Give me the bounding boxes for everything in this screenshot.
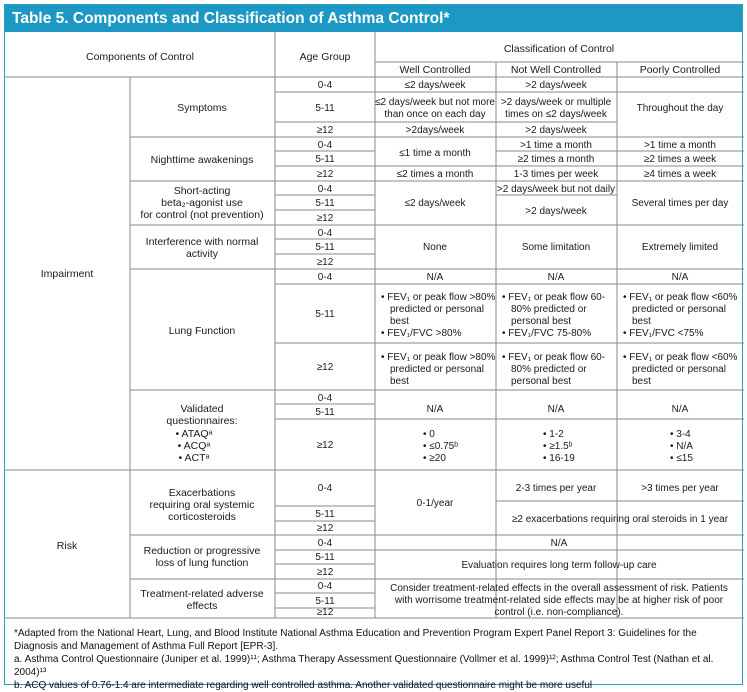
cell-text: ≥2 exacerbations requiring oral steroids in 1 year bbox=[511, 514, 729, 525]
cell-text: >1 time a month bbox=[520, 140, 592, 151]
label-questionnaires-acq: • ACQᵃ bbox=[177, 440, 211, 452]
cell-text: • FEV₁ or peak flow <60% bbox=[623, 292, 738, 303]
label-nighttime: Nighttime awakenings bbox=[150, 154, 254, 166]
cell-text: ≤2 days/week bbox=[404, 198, 466, 209]
age-04: 0-4 bbox=[317, 538, 333, 549]
saba-cells bbox=[404, 184, 728, 217]
cell-text: • ≤15 bbox=[670, 453, 693, 464]
cell-text: N/A bbox=[426, 272, 444, 283]
label-adverse-2: effects bbox=[186, 600, 218, 612]
header-well-controlled: Well Controlled bbox=[399, 64, 471, 76]
cell-text: • FEV₁ or peak flow <60% bbox=[623, 352, 738, 363]
cell-text: • FEV₁/FVC >80% bbox=[381, 328, 462, 339]
cell-text: N/A bbox=[547, 272, 565, 283]
cell-text: • FEV₁ or peak flow 60- bbox=[502, 292, 606, 303]
cell-text: >2 days/week or multiple bbox=[500, 97, 612, 108]
age-12: ≥12 bbox=[316, 523, 334, 534]
header-poorly-controlled: Poorly Controlled bbox=[639, 64, 721, 76]
age-12: ≥12 bbox=[316, 213, 334, 224]
cell-text: control (i.e. non-compliance). bbox=[494, 607, 624, 618]
cell-text: • FEV₁ or peak flow >80% bbox=[381, 292, 496, 303]
cell-text: >2 days/week bbox=[525, 80, 587, 91]
age-04: 0-4 bbox=[317, 272, 333, 283]
cell-text: ≥4 times a week bbox=[643, 169, 717, 180]
cell-text: >3 times per year bbox=[641, 483, 719, 494]
label-exacerbations-1: Exacerbations bbox=[168, 487, 236, 499]
age-511: 5-11 bbox=[315, 407, 335, 418]
label-questionnaires-ataq: • ATAQᵃ bbox=[175, 428, 213, 440]
section-labels bbox=[41, 268, 94, 552]
cell-text: personal best bbox=[511, 316, 572, 327]
asthma-control-table bbox=[5, 5, 744, 686]
header-row bbox=[86, 43, 720, 76]
cell-text: Evaluation requires long term follow-up care bbox=[461, 560, 657, 571]
age-12: ≥12 bbox=[316, 567, 334, 578]
table-frame bbox=[4, 4, 743, 691]
cell-text: Extremely limited bbox=[641, 242, 719, 253]
cell-text: best bbox=[390, 376, 409, 387]
nighttime-cells bbox=[397, 140, 717, 180]
cell-text: best bbox=[390, 316, 409, 327]
label-lung: Lung Function bbox=[168, 325, 236, 337]
age-group-cells bbox=[315, 80, 335, 618]
cell-text: times on ≤2 days/week bbox=[505, 109, 607, 120]
footnote-a: a. Asthma Control Questionnaire (Juniper et al. 1999)¹¹; Asthma Therapy Assessment Questionnaire (Vollmer et al. 1999)¹²; Asthma Control Test (Nathan et al. 2004)¹³ bbox=[14, 654, 714, 678]
cell-text: • 1-2 bbox=[543, 429, 564, 440]
age-12: ≥12 bbox=[316, 362, 334, 373]
interference-cells bbox=[423, 242, 718, 253]
cell-text: ≤2 days/week bbox=[404, 80, 466, 91]
symptoms-cells bbox=[375, 80, 723, 136]
label-reduction-2: loss of lung function bbox=[155, 557, 249, 569]
cell-text: >1 time a month bbox=[644, 140, 716, 151]
age-12: ≥12 bbox=[316, 169, 334, 180]
label-exacerbations-2: requiring oral systemic bbox=[149, 499, 255, 511]
cell-text: • ≥20 bbox=[423, 453, 446, 464]
lung-function-cells bbox=[381, 272, 738, 387]
label-saba-2: beta₂-agonist use bbox=[161, 197, 243, 209]
footnotes bbox=[14, 627, 739, 692]
cell-text: • FEV₁/FVC 75-80% bbox=[502, 328, 592, 339]
cell-text: N/A bbox=[671, 272, 689, 283]
label-questionnaires-act: • ACTᵃ bbox=[178, 452, 210, 464]
label-reduction-1: Reduction or progressive bbox=[143, 545, 261, 557]
cell-text: predicted or personal bbox=[632, 364, 726, 375]
cell-text: • 0 bbox=[423, 429, 435, 440]
label-questionnaires-1: Validated bbox=[180, 403, 224, 415]
header-components: Components of Control bbox=[86, 51, 194, 63]
table-title: Table 5. Components and Classification of Asthma Control* bbox=[5, 5, 742, 32]
cell-text: ≥2 times a week bbox=[643, 154, 717, 165]
age-12: ≥12 bbox=[316, 257, 334, 268]
cell-text: ≤2 times a month bbox=[396, 169, 474, 180]
cell-text: None bbox=[423, 242, 447, 253]
label-saba-3: for control (not prevention) bbox=[140, 209, 264, 221]
cell-text: Some limitation bbox=[521, 242, 591, 253]
footnote-b: b. ACQ values of 0.76-1.4 are intermediate regarding well controlled asthma. Another validated questionnaire might be more useful bbox=[14, 680, 593, 691]
cell-text: ≤2 days/week but not more bbox=[375, 97, 495, 108]
age-04: 0-4 bbox=[317, 581, 333, 592]
cell-text: • 3-4 bbox=[670, 429, 691, 440]
cell-text: than once on each day bbox=[384, 109, 486, 120]
cell-text: 80% predicted or bbox=[511, 304, 587, 315]
label-adverse-1: Treatment-related adverse bbox=[140, 588, 264, 600]
cell-text: • FEV₁ or peak flow >80% bbox=[381, 352, 496, 363]
cell-text: predicted or personal bbox=[390, 304, 484, 315]
cell-text: Throughout the day bbox=[636, 103, 724, 114]
header-not-well-controlled: Not Well Controlled bbox=[510, 64, 602, 76]
age-12: ≥12 bbox=[316, 607, 334, 618]
cell-text: 1-3 times per week bbox=[513, 169, 599, 180]
cell-text: • FEV₁ or peak flow 60- bbox=[502, 352, 606, 363]
age-04: 0-4 bbox=[317, 80, 333, 91]
cell-text: >2 days/week but not daily bbox=[496, 184, 616, 195]
age-511: 5-11 bbox=[315, 596, 335, 607]
age-04: 0-4 bbox=[317, 393, 333, 404]
age-511: 5-11 bbox=[315, 154, 335, 165]
cell-text: • FEV₁/FVC <75% bbox=[623, 328, 704, 339]
label-saba-1: Short-acting bbox=[173, 185, 231, 197]
cell-text: best bbox=[632, 316, 651, 327]
cell-text: N/A bbox=[426, 404, 444, 415]
cell-text: 0-1/year bbox=[416, 498, 454, 509]
cell-text: with worrisome treatment-related side effects may be at higher risk of poor bbox=[394, 595, 724, 606]
cell-text: N/A bbox=[550, 538, 568, 549]
header-classification: Classification of Control bbox=[503, 43, 615, 55]
cell-text: >2 days/week bbox=[525, 125, 587, 136]
label-questionnaires-2: questionnaires: bbox=[166, 415, 238, 427]
age-04: 0-4 bbox=[317, 140, 333, 151]
cell-text: • 16-19 bbox=[543, 453, 575, 464]
cell-text: N/A bbox=[671, 404, 689, 415]
cell-text: predicted or personal bbox=[632, 304, 726, 315]
section-impairment: Impairment bbox=[40, 268, 94, 280]
label-symptoms: Symptoms bbox=[177, 102, 227, 114]
age-511: 5-11 bbox=[315, 509, 335, 520]
cell-text: personal best bbox=[511, 376, 572, 387]
cell-text: N/A bbox=[547, 404, 565, 415]
section-risk: Risk bbox=[56, 540, 78, 552]
cell-text: • N/A bbox=[670, 441, 693, 452]
cell-text: ≤1 time a month bbox=[399, 148, 471, 159]
age-04: 0-4 bbox=[317, 483, 333, 494]
label-exacerbations-3: corticosteroids bbox=[168, 511, 236, 523]
cell-text: ≥2 times a month bbox=[517, 154, 595, 165]
cell-text: 80% predicted or bbox=[511, 364, 587, 375]
adverse-cells bbox=[390, 583, 728, 618]
label-interference-2: activity bbox=[185, 248, 219, 260]
header-age-group: Age Group bbox=[299, 51, 351, 63]
age-511: 5-11 bbox=[315, 198, 335, 209]
age-511: 5-11 bbox=[315, 552, 335, 563]
cell-text: >2days/week bbox=[405, 125, 465, 136]
age-511: 5-11 bbox=[315, 103, 335, 114]
footnote-star: *Adapted from the National Heart, Lung, and Blood Institute National Asthma Education and Prevention Program Expert Panel Report 3: Guidelines for the Diagnosis and Management of Asthma Full Report [EPR-3]. bbox=[14, 628, 697, 652]
cell-text: >2 days/week bbox=[525, 206, 587, 217]
cell-text: 2-3 times per year bbox=[515, 483, 597, 494]
age-12: ≥12 bbox=[316, 440, 334, 451]
reduction-cells bbox=[461, 538, 657, 571]
age-511: 5-11 bbox=[315, 242, 335, 253]
cell-text: Consider treatment-related effects in the overall assessment of risk. Patients bbox=[390, 583, 728, 594]
cell-text: best bbox=[632, 376, 651, 387]
cell-text: • ≤0.75ᵇ bbox=[423, 441, 459, 452]
label-interference-1: Interference with normal bbox=[145, 236, 259, 248]
cell-text: Several times per day bbox=[631, 198, 729, 209]
age-12: ≥12 bbox=[316, 125, 334, 136]
questionnaire-cells bbox=[423, 404, 693, 464]
age-04: 0-4 bbox=[317, 228, 333, 239]
age-04: 0-4 bbox=[317, 184, 333, 195]
age-511: 5-11 bbox=[315, 309, 335, 320]
cell-text: • ≥1.5ᵇ bbox=[543, 441, 573, 452]
exacerbation-cells bbox=[417, 483, 729, 525]
cell-text: predicted or personal bbox=[390, 364, 484, 375]
